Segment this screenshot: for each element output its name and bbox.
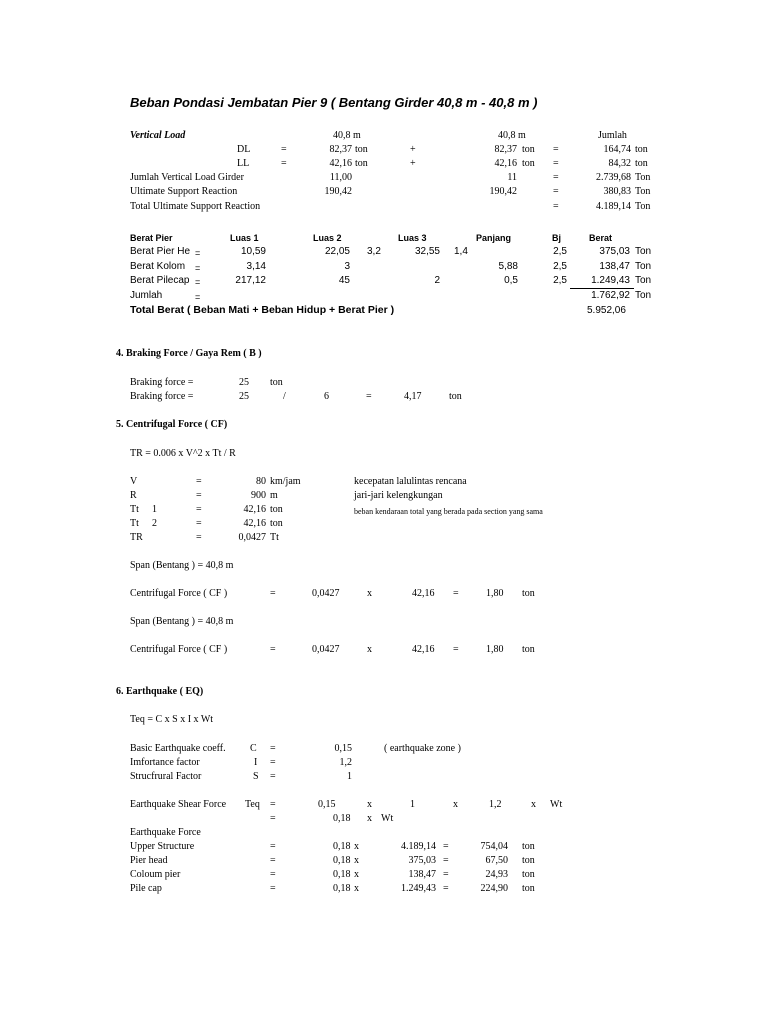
force-pierhead-result: 67,50 <box>485 855 508 866</box>
cf1-result: 1,80 <box>486 588 504 599</box>
ultimate-total: 380,83 <box>603 186 631 197</box>
force-pilecap-result: 224,90 <box>480 883 508 894</box>
row-pilecap-luas2: 45 <box>338 275 350 286</box>
braking-row1-unit: ton <box>270 377 283 388</box>
jumlah-girder-eq: = <box>553 172 559 183</box>
cf1-unit: ton <box>522 588 535 599</box>
total-ultimate-unit: Ton <box>635 201 651 212</box>
header-berat-pier: Berat Pier <box>130 233 173 243</box>
row-kolom-luas2: 3 <box>344 261 350 272</box>
tt1-label: Tt <box>130 504 139 515</box>
force-pilecap-unit: ton <box>522 883 535 894</box>
coeff-c-sym: C <box>250 743 257 754</box>
dl-eq: = <box>281 144 287 155</box>
row-pier-head-x2: 3,2 <box>367 246 381 257</box>
r-label: R <box>130 490 137 501</box>
force-upper-coef: 0,18 <box>333 841 351 852</box>
vertical-load-label: Vertical Load <box>130 130 186 141</box>
coeff-i-eq: = <box>270 757 276 768</box>
jumlah-girder-v2: 11 <box>507 172 517 183</box>
dl-u1: ton <box>355 144 368 155</box>
force-upper-eq: = <box>270 841 276 852</box>
tt2-eq: = <box>196 518 202 529</box>
tt2-label: Tt <box>130 518 139 529</box>
coeff-s-value: 1 <box>347 771 352 782</box>
force-upper-eq2: = <box>443 841 449 852</box>
force-column-coef: 0,18 <box>333 869 351 880</box>
coeff-c-value: 0,15 <box>334 743 352 754</box>
jumlah-label: Jumlah <box>130 290 163 301</box>
jumlah-girder-v1: 11,00 <box>329 172 352 183</box>
earthquake-force-label: Earthquake Force <box>130 827 201 838</box>
force-pilecap-eq2: = <box>443 883 449 894</box>
row-pier-head-x3: 1,4 <box>454 246 468 257</box>
coeff-i-sym: I <box>254 757 258 768</box>
row-pilecap-panjang: 0,5 <box>504 275 518 286</box>
earthquake-heading: 6. Earthquake ( EQ) <box>116 686 204 697</box>
row-pier-head-luas2: 22,05 <box>324 246 350 257</box>
braking-row2-eq: = <box>366 391 372 402</box>
row-pier-head-unit: Ton <box>635 246 652 257</box>
ultimate-v1: 190,42 <box>324 186 352 197</box>
shear2-value: 0,18 <box>333 813 351 824</box>
total-ultimate-eq: = <box>553 201 559 212</box>
cf2-b: 42,16 <box>412 644 435 655</box>
braking-row2-unit: ton <box>449 391 462 402</box>
cf2-label: Centrifugal Force ( CF ) <box>130 644 228 655</box>
row-kolom-panjang: 5,88 <box>498 261 518 272</box>
total-ultimate-label: Total Ultimate Support Reaction <box>130 201 261 212</box>
r-eq: = <box>196 490 202 501</box>
v-unit: km/jam <box>270 476 301 487</box>
jumlah-header: Jumlah <box>598 130 627 141</box>
braking-row1-value: 25 <box>239 377 249 388</box>
force-upper-unit: ton <box>522 841 535 852</box>
shear-sym: Teq <box>245 799 260 810</box>
force-pierhead-eq: = <box>270 855 276 866</box>
force-pilecap-eq: = <box>270 883 276 894</box>
total-berat-value: 5.952,06 <box>587 305 626 316</box>
force-upper-x: x <box>354 841 359 852</box>
dl-total-unit: ton <box>635 144 648 155</box>
tt2-index: 2 <box>152 518 157 529</box>
jumlah-girder-unit: Ton <box>635 172 651 183</box>
shear2-x: x <box>367 813 372 824</box>
row-kolom-name: Berat Kolom <box>130 261 186 272</box>
ultimate-label: Ultimate Support Reaction <box>130 186 238 197</box>
row-pier-head-name: Berat Pier He <box>130 246 191 257</box>
dl-v2: 82,37 <box>494 144 517 155</box>
braking-heading: 4. Braking Force / Gaya Rem ( B ) <box>116 348 262 359</box>
braking-row2-result: 4,17 <box>404 391 422 402</box>
row-pilecap-eq: = <box>195 277 201 287</box>
earthquake-formula: Teq = C x S x I x Wt <box>130 714 214 725</box>
braking-row2-divisor: 6 <box>324 391 329 402</box>
row-pier-head-eq: = <box>195 248 201 258</box>
cf2-x: x <box>367 644 372 655</box>
tt2-value: 42,16 <box>243 518 266 529</box>
dl-op: + <box>410 144 416 155</box>
tt2-unit: ton <box>270 518 283 529</box>
force-upper-result: 754,04 <box>480 841 508 852</box>
cf1-a: 0,0427 <box>312 588 340 599</box>
row-pilecap-luas1: 217,12 <box>235 275 266 286</box>
force-pierhead-unit: ton <box>522 855 535 866</box>
coeff-s-sym: S <box>253 771 259 782</box>
jumlah-unit: Ton <box>635 290 652 301</box>
shear-x2: x <box>453 799 458 810</box>
header-luas1: Luas 1 <box>230 233 259 243</box>
row-kolom-bj: 2,5 <box>553 261 567 272</box>
shear-x1: x <box>367 799 372 810</box>
row-pilecap-unit: Ton <box>635 275 652 286</box>
r-unit: m <box>270 490 278 501</box>
row-pilecap-bj: 2,5 <box>553 275 567 286</box>
shear-s: 1 <box>410 799 415 810</box>
row-pilecap-name: Berat Pilecap <box>130 275 190 286</box>
cf2-unit: ton <box>522 644 535 655</box>
header-panjang: Panjang <box>476 233 512 243</box>
cf2-eq2: = <box>453 644 459 655</box>
cf2-a: 0,0427 <box>312 644 340 655</box>
row-pier-head-berat: 375,03 <box>599 246 630 257</box>
tt1-value: 42,16 <box>243 504 266 515</box>
coeff-i-value: 1,2 <box>339 757 352 768</box>
force-upper-w: 4.189,14 <box>401 841 436 852</box>
header-luas2: Luas 2 <box>313 233 342 243</box>
v-label: V <box>130 476 138 487</box>
coeff-i-label: Imfortance factor <box>130 757 200 768</box>
tr-value: 0,0427 <box>238 532 266 543</box>
ll-v2: 42,16 <box>494 158 517 169</box>
ll-u1: ton <box>355 158 368 169</box>
ll-label: LL <box>237 158 250 169</box>
centrifugal-formula: TR = 0.006 x V^2 x Tt / R <box>130 448 236 459</box>
shear2-eq: = <box>270 813 276 824</box>
jumlah-girder-total: 2.739,68 <box>596 172 631 183</box>
coeff-s-eq: = <box>270 771 276 782</box>
shear-x3: x <box>531 799 536 810</box>
span1-text: Span (Bentang ) = 40,8 m <box>130 560 234 571</box>
coeff-c-label: Basic Earthquake coeff. <box>130 743 226 754</box>
force-column-eq2: = <box>443 869 449 880</box>
force-pilecap-coef: 0,18 <box>333 883 351 894</box>
ll-v1: 42,16 <box>329 158 352 169</box>
force-pierhead-x: x <box>354 855 359 866</box>
dl-label: DL <box>237 144 251 155</box>
force-column-x: x <box>354 869 359 880</box>
ll-total: 84,32 <box>608 158 631 169</box>
cf1-eq2: = <box>453 588 459 599</box>
header-luas3: Luas 3 <box>398 233 427 243</box>
jumlah-eq: = <box>195 292 201 302</box>
shear-eq: = <box>270 799 276 810</box>
braking-row2-op: / <box>283 391 286 402</box>
tt1-note: beban kendaraan total yang berada pada section yang sama <box>354 507 543 516</box>
tr-label: TR <box>130 532 143 543</box>
ll-eq2: = <box>553 158 559 169</box>
force-upper-label: Upper Structure <box>130 841 195 852</box>
cf2-eq: = <box>270 644 276 655</box>
force-pilecap-label: Pile cap <box>130 883 162 894</box>
v-note: kecepatan lalulintas rencana <box>354 476 467 487</box>
force-pierhead-coef: 0,18 <box>333 855 351 866</box>
r-note: jari-jari kelengkungan <box>354 490 443 501</box>
force-pilecap-w: 1.249,43 <box>401 883 436 894</box>
span1-label: 40,8 m <box>333 130 361 141</box>
tt1-unit: ton <box>270 504 283 515</box>
dl-v1: 82,37 <box>329 144 352 155</box>
force-pierhead-label: Pier head <box>130 855 168 866</box>
braking-row1-label: Braking force = <box>130 377 194 388</box>
header-bj: Bj <box>552 233 561 243</box>
cf1-x: x <box>367 588 372 599</box>
ultimate-v2: 190,42 <box>489 186 517 197</box>
tt1-eq: = <box>196 504 202 515</box>
cf1-b: 42,16 <box>412 588 435 599</box>
ultimate-eq: = <box>553 186 559 197</box>
row-pilecap-berat: 1.249,43 <box>591 275 630 286</box>
ultimate-unit: Ton <box>635 186 651 197</box>
shear-i: 1,2 <box>489 799 502 810</box>
cf1-eq: = <box>270 588 276 599</box>
shear-wt: Wt <box>550 799 563 810</box>
total-berat-label: Total Berat ( Beban Mati + Beban Hidup + Berat Pier ) <box>130 304 395 316</box>
row-kolom-luas1: 3,14 <box>246 261 266 272</box>
force-pierhead-w: 375,03 <box>408 855 436 866</box>
tr-eq: = <box>196 532 202 543</box>
dl-u2: ton <box>522 144 535 155</box>
cf1-label: Centrifugal Force ( CF ) <box>130 588 228 599</box>
ll-u2: ton <box>522 158 535 169</box>
force-pilecap-x: x <box>354 883 359 894</box>
r-value: 900 <box>251 490 266 501</box>
braking-row2-value: 25 <box>239 391 249 402</box>
row-kolom-unit: Ton <box>635 261 652 272</box>
tr-unit: Tt <box>270 532 279 543</box>
force-pierhead-eq2: = <box>443 855 449 866</box>
force-column-label: Coloum pier <box>130 869 181 880</box>
jumlah-girder-label: Jumlah Vertical Load Girder <box>130 172 244 183</box>
page-title: Beban Pondasi Jembatan Pier 9 ( Bentang Girder 40,8 m - 40,8 m ) <box>130 95 538 110</box>
row-pier-head-bj: 2,5 <box>553 246 567 257</box>
tt1-index: 1 <box>152 504 157 515</box>
coeff-s-label: Strucfrural Factor <box>130 771 202 782</box>
row-pilecap-luas3: 2 <box>434 275 440 286</box>
jumlah-berat: 1.762,92 <box>591 290 630 301</box>
span2-label: 40,8 m <box>498 130 526 141</box>
force-column-w: 138,47 <box>408 869 436 880</box>
row-pier-head-luas1: 10,59 <box>240 246 266 257</box>
force-column-result: 24,93 <box>485 869 508 880</box>
ll-op: + <box>410 158 416 169</box>
shear-c: 0,15 <box>318 799 336 810</box>
total-ultimate-value: 4.189,14 <box>596 201 631 212</box>
row-kolom-berat: 138,47 <box>599 261 630 272</box>
coeff-c-eq: = <box>270 743 276 754</box>
header-berat: Berat <box>589 233 613 243</box>
dl-total: 164,74 <box>603 144 631 155</box>
v-eq: = <box>196 476 202 487</box>
cf2-result: 1,80 <box>486 644 504 655</box>
force-column-eq: = <box>270 869 276 880</box>
dl-eq2: = <box>553 144 559 155</box>
shear2-wt: Wt <box>381 813 394 824</box>
span2-text: Span (Bentang ) = 40,8 m <box>130 616 234 627</box>
braking-row2-label: Braking force = <box>130 391 194 402</box>
coeff-c-note: ( earthquake zone ) <box>384 743 461 754</box>
row-pier-head-luas3: 32,55 <box>414 246 440 257</box>
sum-line <box>570 288 634 289</box>
shear-label: Earthquake Shear Force <box>130 799 227 810</box>
v-value: 80 <box>256 476 266 487</box>
ll-total-unit: ton <box>635 158 648 169</box>
force-column-unit: ton <box>522 869 535 880</box>
centrifugal-heading: 5. Centrifugal Force ( CF) <box>116 419 228 430</box>
ll-eq: = <box>281 158 287 169</box>
row-kolom-eq: = <box>195 263 201 273</box>
